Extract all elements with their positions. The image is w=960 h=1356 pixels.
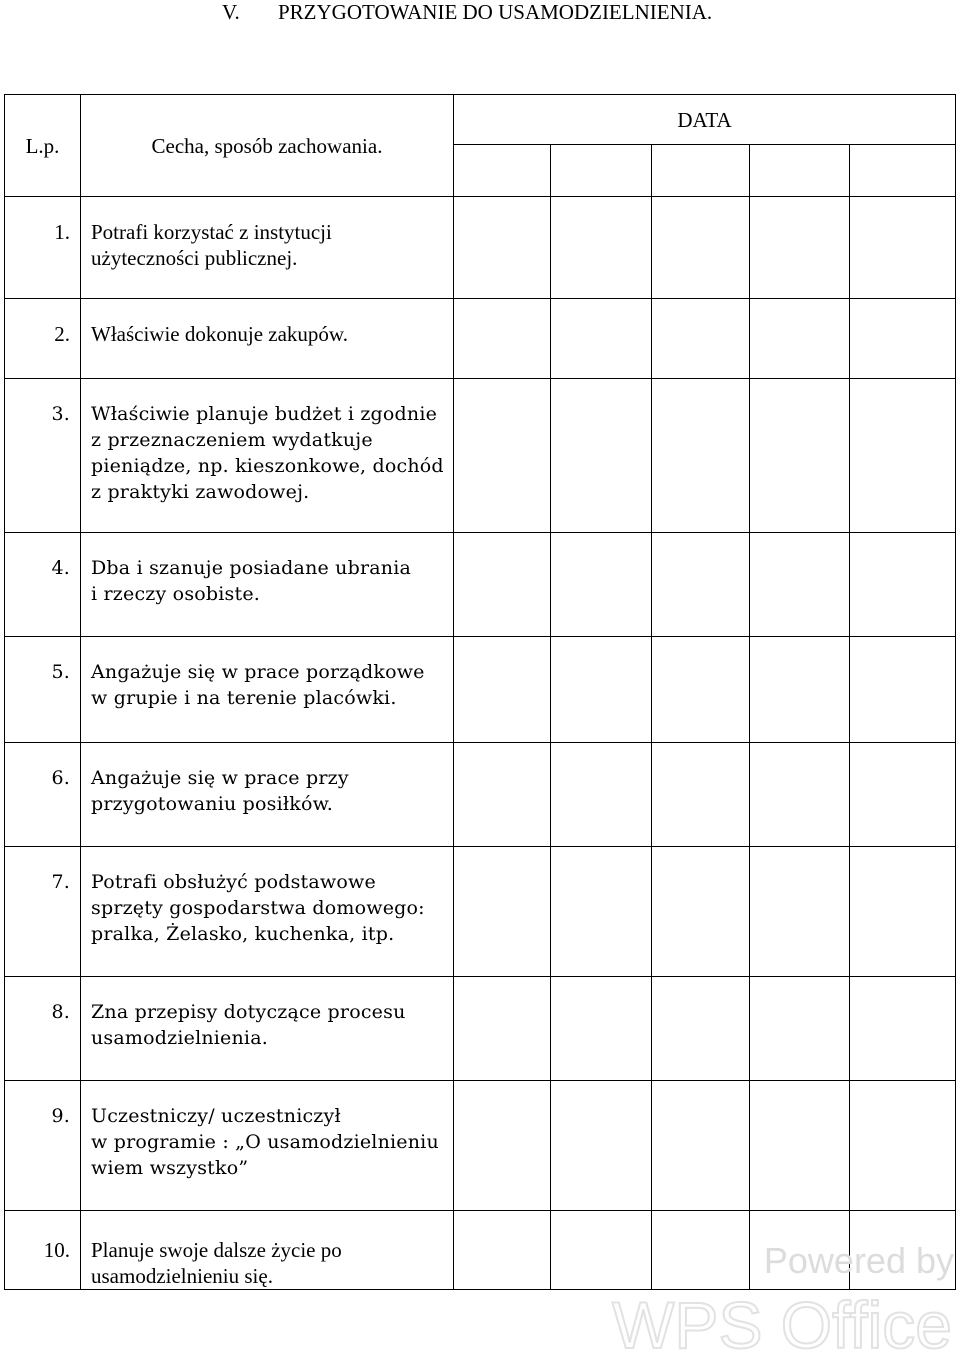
section-number: V. — [222, 0, 240, 24]
row-number: 10. — [5, 1211, 81, 1290]
row-cell[interactable] — [652, 379, 750, 533]
row-number: 5. — [5, 637, 81, 743]
table-row — [5, 299, 956, 379]
row-cell[interactable] — [750, 299, 850, 379]
row-trait: Potrafi korzystać z instytucji użyteczności publicznej. — [81, 197, 454, 299]
row-cell[interactable] — [750, 1211, 850, 1290]
date-cell-1[interactable] — [454, 145, 551, 197]
row-number: 6. — [5, 743, 81, 847]
row-cell[interactable] — [850, 743, 956, 847]
watermark-text: Powered by — [763, 1240, 954, 1281]
row-cell[interactable] — [652, 847, 750, 977]
row-cell[interactable] — [551, 379, 652, 533]
header-lp: L.p. — [5, 95, 81, 197]
row-cell[interactable] — [850, 847, 956, 977]
row-cell[interactable] — [551, 847, 652, 977]
row-cell[interactable] — [850, 197, 956, 299]
row-cell[interactable] — [652, 1081, 750, 1211]
row-cell[interactable] — [454, 1081, 551, 1211]
row-cell[interactable] — [652, 743, 750, 847]
row-number: 9. — [5, 1081, 81, 1211]
row-cell[interactable] — [750, 637, 850, 743]
row-cell[interactable] — [454, 1211, 551, 1290]
row-trait: Angażuje się w prace przy przygotowaniu posiłków. — [81, 743, 454, 847]
row-cell[interactable] — [850, 637, 956, 743]
row-cell[interactable] — [750, 847, 850, 977]
row-cell[interactable] — [551, 1081, 652, 1211]
row-cell[interactable] — [551, 637, 652, 743]
row-trait: Planuje swoje dalsze życie po usamodzielnieniu się. — [81, 1211, 454, 1290]
row-trait: Potrafi obsłużyć podstawowe sprzęty gospodarstwa domowego: pralka, Żelasko, kuchenka, itp. — [81, 847, 454, 977]
header-date: DATA — [454, 95, 956, 145]
assessment-table — [4, 94, 956, 1290]
row-cell[interactable] — [652, 977, 750, 1081]
row-cell[interactable] — [652, 1211, 750, 1290]
row-number: 3. — [5, 379, 81, 533]
table-row — [5, 379, 956, 533]
row-cell[interactable] — [454, 743, 551, 847]
date-cell-5[interactable] — [850, 145, 956, 197]
row-cell[interactable] — [652, 533, 750, 637]
row-cell[interactable] — [551, 299, 652, 379]
row-cell[interactable] — [551, 533, 652, 637]
table-row — [5, 743, 956, 847]
header-row-top — [5, 95, 956, 145]
row-cell[interactable] — [454, 977, 551, 1081]
row-cell[interactable] — [850, 977, 956, 1081]
table-row — [5, 197, 956, 299]
row-cell[interactable] — [750, 197, 850, 299]
row-cell[interactable] — [454, 299, 551, 379]
table-row — [5, 533, 956, 637]
row-trait: Dba i szanuje posiadane ubrania i rzeczy osobiste. — [81, 533, 454, 637]
table-row — [5, 1081, 956, 1211]
page-title — [222, 0, 712, 24]
header-trait: Cecha, sposób zachowania. — [81, 95, 454, 197]
row-trait: Uczestniczy/ uczestniczył w programie : „O usamodzielnieniu wiem wszystko” — [81, 1081, 454, 1211]
row-cell[interactable] — [850, 299, 956, 379]
row-number: 7. — [5, 847, 81, 977]
row-cell[interactable] — [551, 1211, 652, 1290]
row-cell[interactable] — [850, 379, 956, 533]
row-trait: Angażuje się w prace porządkowe w grupie i na terenie placówki. — [81, 637, 454, 743]
row-cell[interactable] — [454, 847, 551, 977]
table-row — [5, 977, 956, 1081]
row-cell[interactable] — [454, 197, 551, 299]
row-number: 4. — [5, 533, 81, 637]
row-cell[interactable] — [652, 637, 750, 743]
row-cell[interactable] — [551, 743, 652, 847]
row-cell[interactable] — [750, 743, 850, 847]
row-trait: Właściwie dokonuje zakupów. — [81, 299, 454, 379]
row-number: 2. — [5, 299, 81, 379]
row-cell[interactable] — [850, 1081, 956, 1211]
table-row — [5, 637, 956, 743]
watermark-brand: WPS Office — [612, 1288, 952, 1356]
date-cell-2[interactable] — [551, 145, 652, 197]
row-trait: Zna przepisy dotyczące procesu usamodzielnienia. — [81, 977, 454, 1081]
row-cell[interactable] — [750, 1081, 850, 1211]
row-cell[interactable] — [850, 1211, 956, 1290]
table-row — [5, 1211, 956, 1290]
row-cell[interactable] — [652, 299, 750, 379]
section-title: PRZYGOTOWANIE DO USAMODZIELNIENIA. — [278, 0, 713, 24]
row-cell[interactable] — [551, 197, 652, 299]
row-cell[interactable] — [750, 379, 850, 533]
row-cell[interactable] — [454, 379, 551, 533]
row-cell[interactable] — [750, 977, 850, 1081]
date-cell-4[interactable] — [750, 145, 850, 197]
date-cell-3[interactable] — [652, 145, 750, 197]
row-cell[interactable] — [652, 197, 750, 299]
row-cell[interactable] — [454, 637, 551, 743]
table-row — [5, 847, 956, 977]
row-cell[interactable] — [551, 977, 652, 1081]
row-cell[interactable] — [454, 533, 551, 637]
row-cell[interactable] — [850, 533, 956, 637]
row-number: 1. — [5, 197, 81, 299]
row-cell[interactable] — [750, 533, 850, 637]
row-number: 8. — [5, 977, 81, 1081]
row-trait: Właściwie planuje budżet i zgodnie z przeznaczeniem wydatkuje pieniądze, np. kieszonkowe, dochód z praktyki zawodowej. — [81, 379, 454, 533]
